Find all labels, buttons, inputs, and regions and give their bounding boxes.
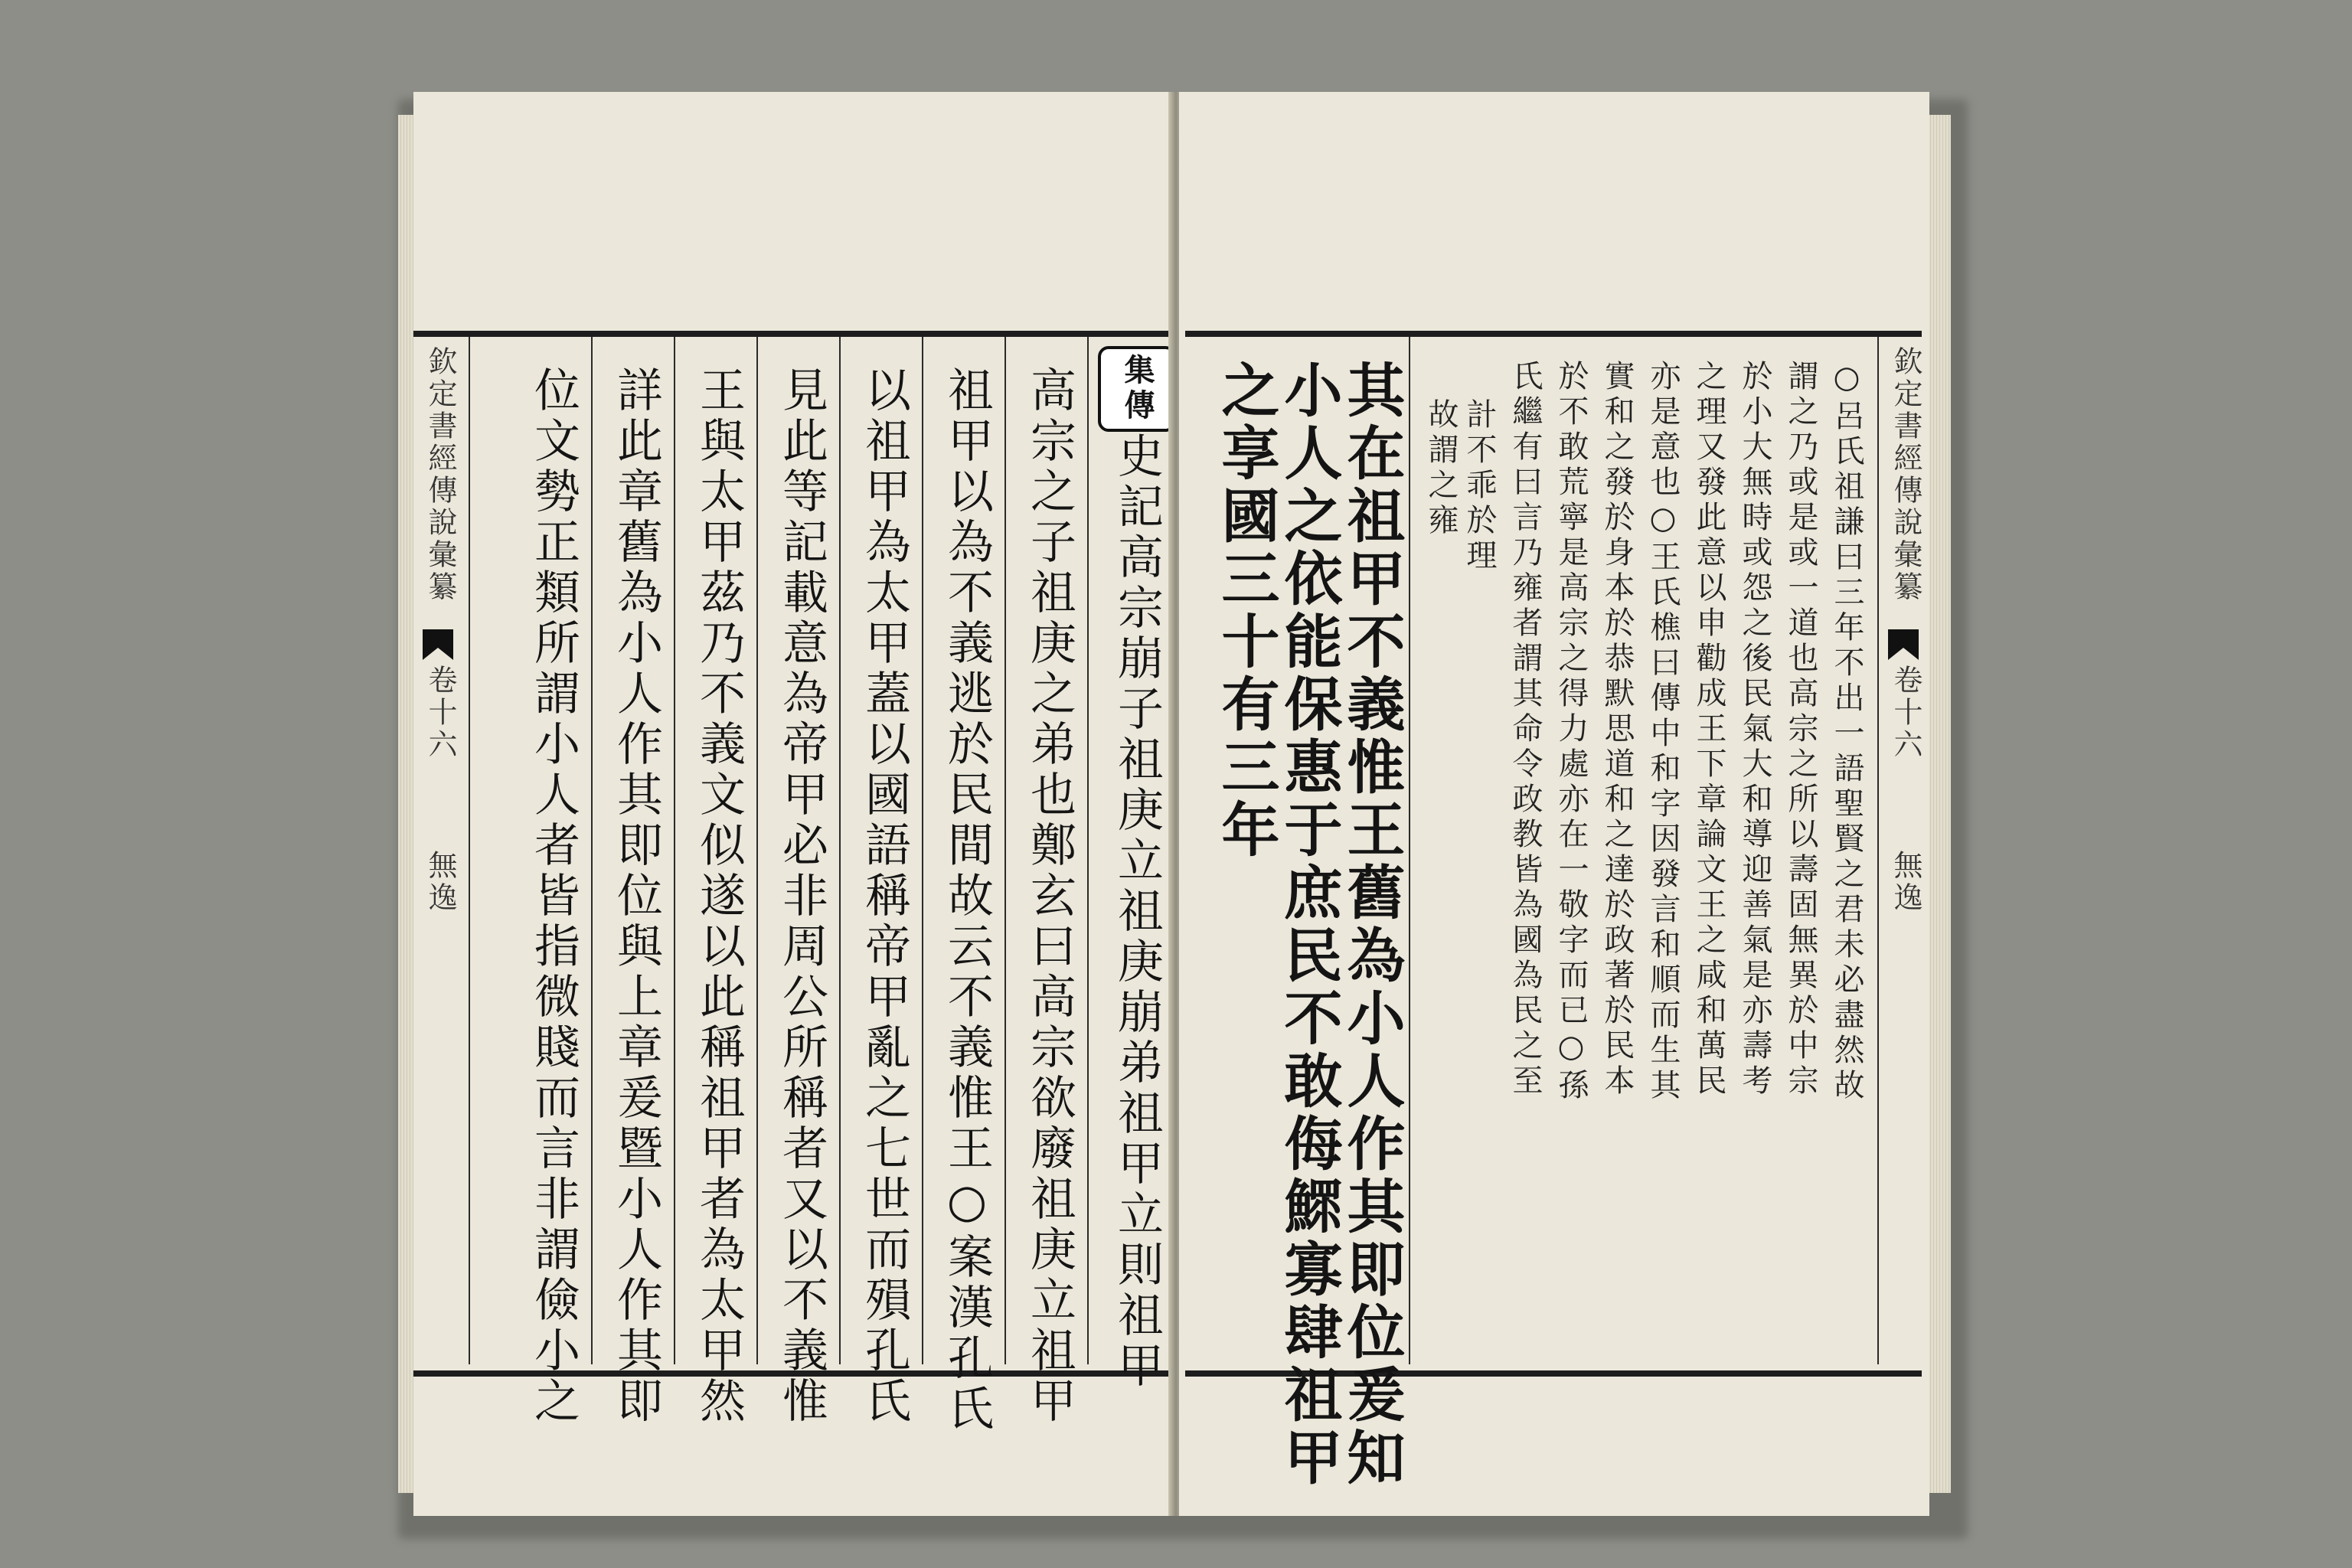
right-main-column-1: 其在祖甲不義惟王舊為小人作其即位爰知 [1338, 360, 1406, 1490]
right-main-column-3: 之享國三十有三年 [1212, 360, 1280, 862]
column-rule [591, 337, 593, 1364]
left-column-4: 以祖甲為太甲蓋以國語稱帝甲亂之七世而殞孔氏 [858, 366, 911, 1427]
left-column-5: 見此等記載意為帝甲必非周公所稱者又以不義惟 [775, 366, 828, 1427]
left-column-1 [1098, 346, 1176, 1392]
left-margin-chapter: 卷十六 [423, 665, 457, 761]
note-column-8: 氏繼有曰言乃雍者謂其命令政教皆為國為民之至 [1508, 360, 1543, 1099]
note-column-5: 亦是意也○王氏樵曰傳中和字因發言和順而生其 [1645, 360, 1681, 1104]
page-stack-right [1928, 115, 1951, 1493]
left-margin-section: 無逸 [423, 850, 457, 914]
note-column-3: 於小大無時或怨之後民氣大和導迎善氣是亦壽考 [1737, 360, 1772, 1099]
note-column-6: 實和之發於身本於恭默思道和之達於政著於民本 [1599, 360, 1635, 1099]
column-rule [756, 337, 758, 1364]
left-column-6: 王與太甲茲乃不義文似遂以此稱祖甲者為太甲然 [692, 366, 746, 1427]
right-margin-book-title: 欽定書經傳說彙纂 [1889, 346, 1922, 603]
page-stack-left [398, 115, 415, 1493]
left-margin-book-title: 欽定書經傳說彙纂 [423, 346, 457, 603]
column-rule [469, 337, 470, 1364]
column-rule [839, 337, 841, 1364]
right-margin-section: 無逸 [1889, 850, 1922, 914]
left-column-7: 詳此章舊為小人作其即位與上章爰暨小人作其即 [609, 366, 663, 1427]
note-column-9: 計不乖於理 [1462, 398, 1497, 574]
left-column-2: 高宗之子祖庚之弟也鄭玄曰高宗欲廢祖庚立祖甲 [1023, 366, 1076, 1427]
note-column-4: 之理又發此意以申勸成王下章論文王之咸和萬民 [1691, 360, 1726, 1099]
column-rule [674, 337, 675, 1364]
column-text: 史記高宗崩子祖庚立祖庚崩弟祖甲立則祖甲 [1110, 432, 1164, 1392]
column-rule [1409, 337, 1410, 1364]
column-rule [1087, 337, 1089, 1364]
column-rule [1877, 337, 1879, 1364]
right-margin-chapter: 卷十六 [1889, 665, 1922, 761]
right-main-column-2: 小人之依能保惠于庶民不敢侮鰥寡肆祖甲 [1275, 360, 1343, 1490]
column-rule [922, 337, 923, 1364]
note-column-1: ○呂氏祖謙曰三年不出一語聖賢之君未必盡然故 [1829, 360, 1864, 1104]
column-rule [1004, 337, 1006, 1364]
left-column-3: 祖甲以為不義逃於民間故云不義惟王○案漢孔氏 [940, 366, 994, 1435]
note-column-7: 於不敢荒寧是高宗之得力處亦在一敬字而已○孫 [1553, 360, 1589, 1104]
jizhuan-tag: 集傳 [1098, 346, 1176, 432]
note-column-2: 謂之乃或是或一道也高宗之所以壽固無異於中宗 [1783, 360, 1818, 1099]
note-column-10: 故謂之雍 [1423, 398, 1459, 539]
left-column-8: 位文勢正類所謂小人者皆指微賤而言非謂儉小之 [527, 366, 580, 1427]
